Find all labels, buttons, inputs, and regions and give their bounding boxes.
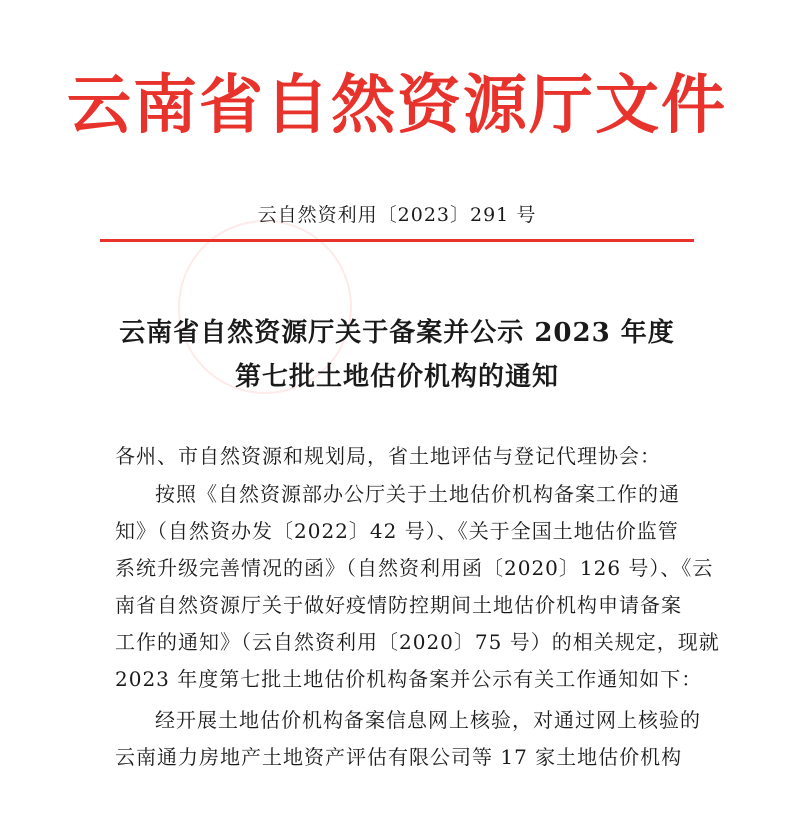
document-number: 云自然资利用〔2023〕291 号 bbox=[257, 204, 537, 226]
salutation: 各州、市自然资源和规划局，省土地评估与登记代理协会： bbox=[115, 444, 661, 468]
body-line: 知》（自然资办发〔2022〕42 号）、《关于全国土地估价监管 bbox=[115, 519, 679, 543]
body-line: 云南通力房地产土地资产评估有限公司等 17 家土地估价机构 bbox=[115, 745, 683, 769]
notice-title-line-1: 云南省自然资源厅关于备案并公示 2023 年度 bbox=[119, 318, 675, 348]
red-divider-line bbox=[100, 239, 694, 242]
body-line: 经开展土地估价机构备案信息网上核验，对通过网上核验的 bbox=[155, 708, 701, 732]
issuer-header: 云南省自然资源厅文件 bbox=[67, 69, 727, 143]
body-line: 南省自然资源厅关于做好疫情防控期间土地估价机构申请备案 bbox=[115, 593, 682, 617]
body-line: 2023 年度第七批土地估价机构备案并公示有关工作通知如下： bbox=[115, 667, 703, 691]
body-line: 按照《自然资源部办公厅关于土地估价机构备案工作的通 bbox=[155, 482, 680, 506]
body-line: 系统升级完善情况的函》（自然资利用函〔2020〕126 号）、《云 bbox=[115, 556, 714, 580]
body-line: 工作的通知》（云自然资利用〔2020〕75 号）的相关规定，现就 bbox=[115, 630, 720, 654]
notice-title-line-2: 第七批土地估价机构的通知 bbox=[234, 362, 559, 392]
